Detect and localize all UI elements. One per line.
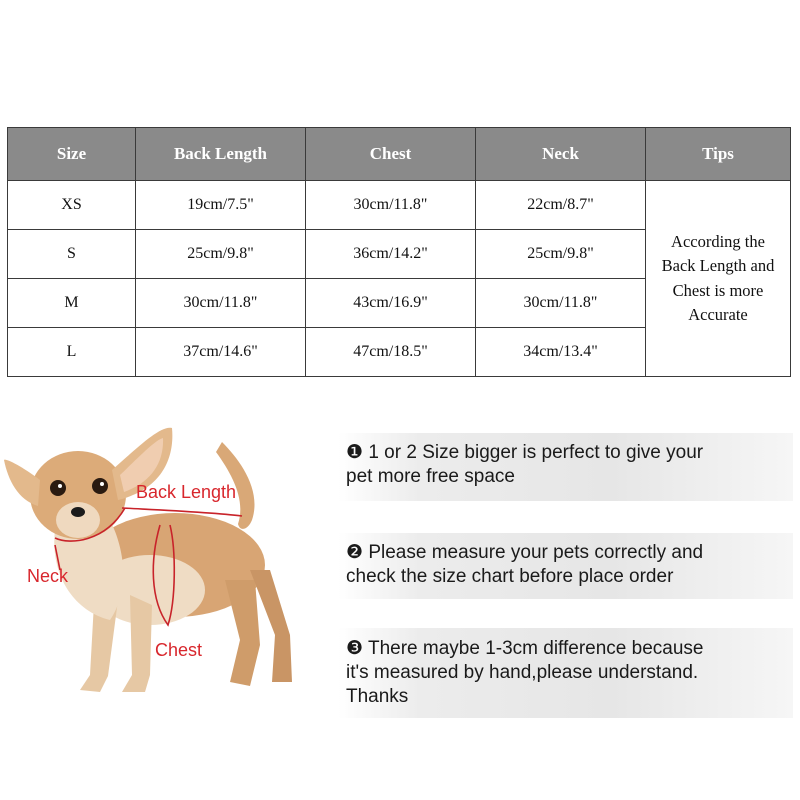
tips-line: Chest is more bbox=[672, 280, 764, 300]
chest-cell: 36cm/14.2" bbox=[306, 230, 476, 279]
back-length-cell: 19cm/7.5" bbox=[136, 181, 306, 230]
back-length-cell: 30cm/11.8" bbox=[136, 279, 306, 328]
dog-icon bbox=[4, 428, 292, 692]
note-box-1 bbox=[338, 433, 793, 501]
note-line: pet more free space bbox=[346, 466, 515, 487]
chest-cell: 47cm/18.5" bbox=[306, 328, 476, 377]
note-line: Thanks bbox=[346, 686, 409, 707]
size-cell: M bbox=[8, 279, 136, 328]
header-neck: Neck bbox=[476, 128, 646, 181]
note-line: it's measured by hand,please understand. bbox=[346, 662, 699, 683]
note-line: 1 or 2 Size bigger is perfect to give your bbox=[368, 442, 704, 463]
dog-measurement-illustration bbox=[0, 420, 330, 710]
neck-cell: 25cm/9.8" bbox=[476, 230, 646, 279]
number-1-icon: ❶ bbox=[346, 442, 364, 463]
size-cell: S bbox=[8, 230, 136, 279]
tips-line: According the bbox=[671, 231, 765, 251]
neck-cell: 30cm/11.8" bbox=[476, 279, 646, 328]
header-tips: Tips bbox=[646, 128, 791, 181]
header-size: Size bbox=[8, 128, 136, 181]
tips-cell bbox=[646, 181, 791, 377]
chest-cell: 30cm/11.8" bbox=[306, 181, 476, 230]
neck-cell: 34cm/13.4" bbox=[476, 328, 646, 377]
note-box-3 bbox=[338, 628, 793, 718]
back-length-label: Back Length bbox=[136, 482, 237, 502]
size-cell: XS bbox=[8, 181, 136, 230]
back-length-cell: 25cm/9.8" bbox=[136, 230, 306, 279]
back-length-cell: 37cm/14.6" bbox=[136, 328, 306, 377]
header-chest: Chest bbox=[306, 128, 476, 181]
tips-line: Back Length and bbox=[661, 256, 775, 275]
tips-line: Accurate bbox=[688, 305, 748, 324]
size-cell: L bbox=[8, 328, 136, 377]
size-chart-table bbox=[7, 127, 791, 377]
note-line: Please measure your pets correctly and bbox=[368, 542, 704, 563]
table-header-row bbox=[8, 128, 791, 181]
number-2-icon: ❷ bbox=[346, 542, 364, 563]
header-back-length: Back Length bbox=[136, 128, 306, 181]
table-row bbox=[8, 181, 791, 230]
note-box-2 bbox=[338, 533, 793, 599]
neck-cell: 22cm/8.7" bbox=[476, 181, 646, 230]
note-line: There maybe 1-3cm difference because bbox=[367, 638, 704, 659]
neck-label: Neck bbox=[27, 566, 69, 586]
number-3-icon: ❸ bbox=[346, 638, 364, 659]
note-line: check the size chart before place order bbox=[346, 566, 674, 587]
chest-label: Chest bbox=[155, 640, 203, 660]
chest-cell: 43cm/16.9" bbox=[306, 279, 476, 328]
